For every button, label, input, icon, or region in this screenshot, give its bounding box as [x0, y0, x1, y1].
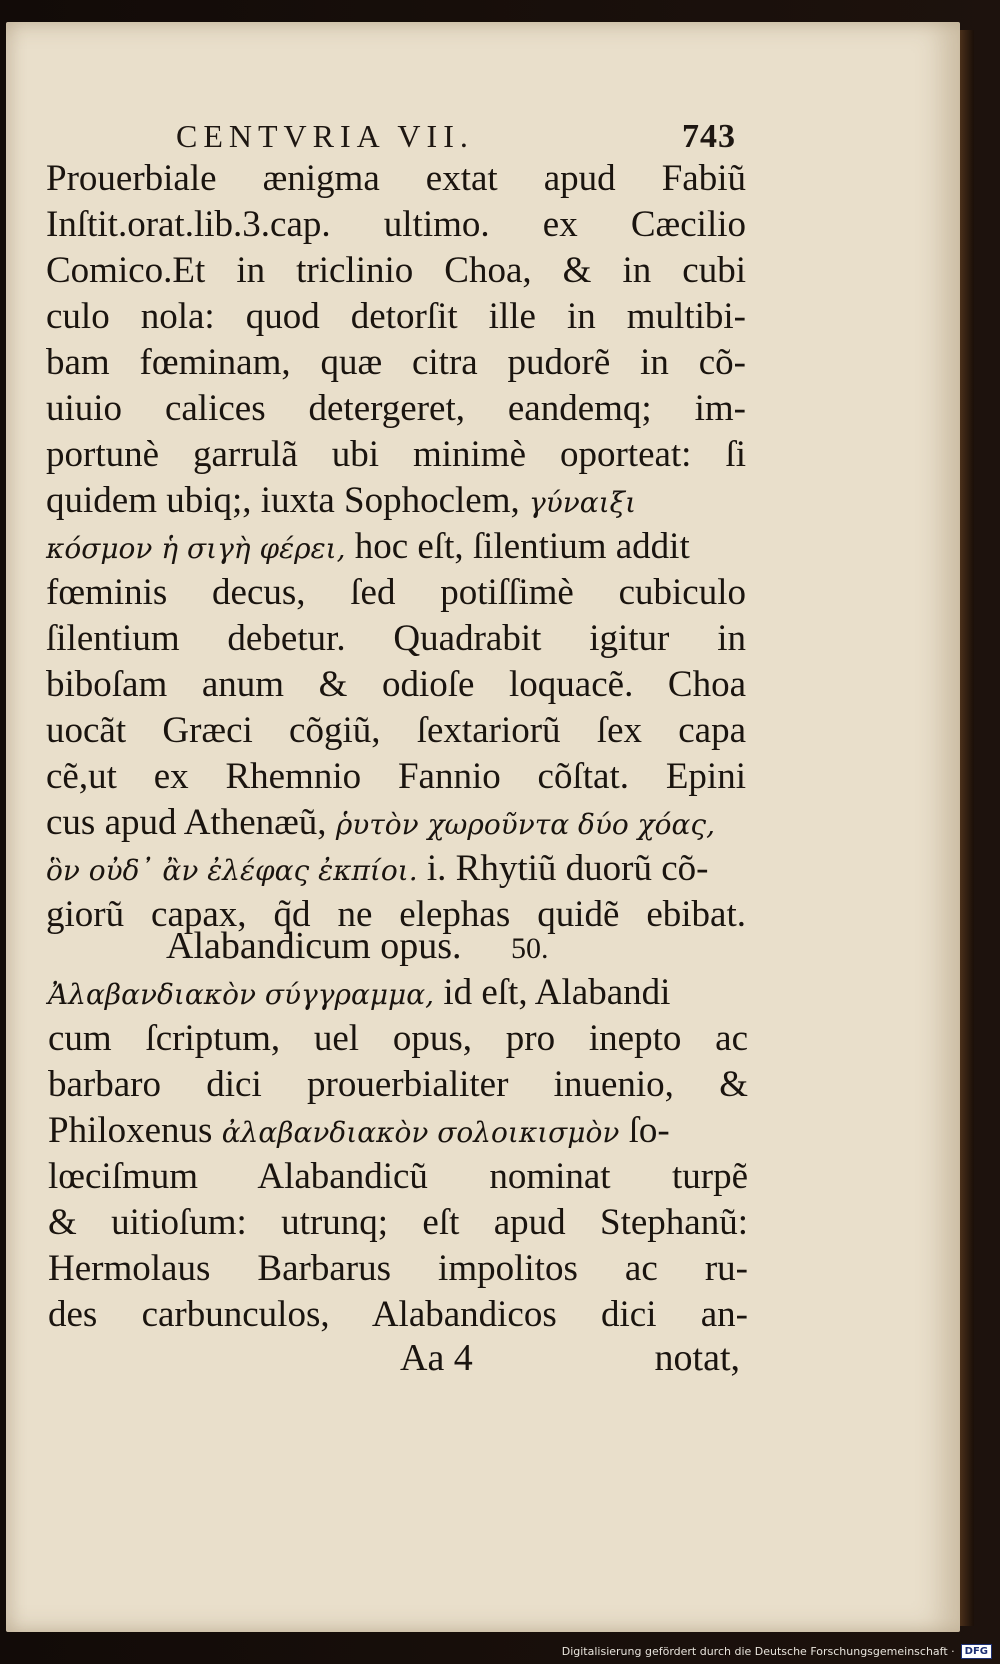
- text-fragment: ſo-: [628, 1110, 670, 1151]
- text-line: [46, 524, 746, 570]
- text-line: cẽ,ut ex Rhemnio Fannio cõſtat. Epini: [46, 756, 746, 797]
- page-number: 743: [682, 118, 736, 155]
- section-number: 50.: [511, 932, 549, 965]
- text-line: Inſtit.orat.lib.3.cap. ultimo. ex Cæcilio: [46, 204, 746, 245]
- text-line: bam fœminam, quæ citra pudorẽ in cõ-: [46, 342, 746, 383]
- greek-text: ῥυτὸν χωροῦντα δύο χόας,: [335, 808, 715, 841]
- page-edge: [960, 30, 974, 1626]
- text-line: [48, 970, 748, 1016]
- main-text-block: [46, 156, 746, 938]
- text-line: uiuio calices detergeret, eandemq; im-: [46, 388, 746, 429]
- digitization-credit: [562, 1640, 992, 1662]
- greek-text: κόσμον ἡ σιγὴ φέρει,: [46, 532, 346, 565]
- text-line: uocãt Græci cõgiũ, ſextariorũ ſex capa: [46, 710, 746, 751]
- section-heading: [166, 924, 549, 968]
- text-line: cum ſcriptum, uel opus, pro inepto ac: [48, 1018, 748, 1059]
- text-line: Hermolaus Barbarus impolitos ac ru-: [48, 1248, 748, 1289]
- greek-text: ἀλαβανδιακὸν σολοικισμὸν: [221, 1116, 620, 1149]
- text-fragment: i. Rhytiũ duorũ cõ-: [426, 848, 709, 889]
- text-line: [46, 846, 746, 892]
- text-line: Prouerbiale ænigma extat apud Fabiũ: [46, 158, 746, 199]
- greek-text: Ἀλαβανδιακὸν σύγγραμμα,: [48, 978, 435, 1011]
- text-line: & uitioſum: utrunq; eſt apud Stephanũ:: [48, 1202, 748, 1243]
- text-fragment: cus apud Athenæũ,: [46, 802, 327, 843]
- page-footer: [400, 1336, 740, 1384]
- running-head-title: CENTVRIA VII.: [176, 118, 474, 154]
- text-line: barbaro dici prouerbialiter inuenio, &: [48, 1064, 748, 1105]
- text-line: culo nola: quod detorſit ille in multibi-: [46, 296, 746, 337]
- text-line: portunè garrulã ubi minimè oporteat: ſi: [46, 434, 746, 475]
- text-line: des carbunculos, Alabandicos dici an-: [48, 1294, 748, 1335]
- dfg-logo: DFG: [961, 1644, 992, 1659]
- text-line: giorũ capax, q̃d ne elephas quidẽ ebibat.: [46, 894, 746, 935]
- text-fragment: hoc eſt, ſilentium addit: [354, 526, 690, 567]
- text-line: [46, 800, 746, 846]
- signature-mark: Aa 4: [400, 1337, 473, 1379]
- text-fragment: id eſt, Alabandi: [443, 972, 671, 1013]
- catchword: notat,: [654, 1337, 740, 1379]
- text-line: Comico.Et in triclinio Choa, & in cubi: [46, 250, 746, 291]
- text-line: [48, 1108, 748, 1154]
- text-line: fœminis decus, ſed potiſſimè cubiculo: [46, 572, 746, 613]
- text-fragment: quidem ubiq;, iuxta Sophoclem,: [46, 480, 520, 521]
- section-text-block: [48, 970, 748, 1338]
- text-line: biboſam anum & odioſe loquacẽ. Choa: [46, 664, 746, 705]
- text-line: [46, 478, 746, 524]
- credit-text: Digitalisierung gefördert durch die Deutsche Forschungsgemeinschaft ·: [561, 1644, 955, 1658]
- text-fragment: Philoxenus: [48, 1110, 213, 1151]
- text-line: lœciſmum Alabandicũ nominat turpẽ: [48, 1156, 748, 1197]
- greek-text: γύναιξι: [529, 486, 637, 519]
- greek-text: ὃν οὐδ᾽ ἂν ἐλέφας ἐκπίοι.: [46, 854, 418, 887]
- section-title: Alabandicum opus.: [166, 925, 462, 967]
- text-line: ſilentium debetur. Quadrabit igitur in: [46, 618, 746, 659]
